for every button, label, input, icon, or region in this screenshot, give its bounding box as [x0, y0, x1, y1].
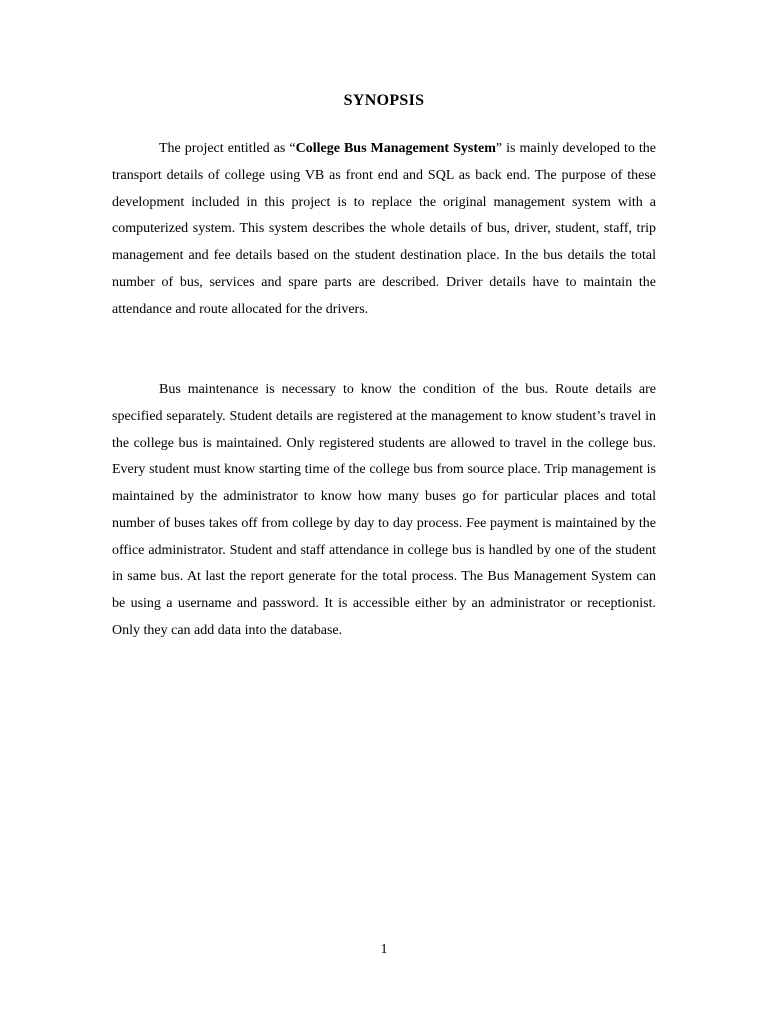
project-name: College Bus Management System — [295, 141, 496, 156]
synopsis-paragraph-2 — [112, 377, 656, 645]
page-title: SYNOPSIS — [343, 92, 425, 109]
paragraph-2-text: Bus maintenance is necessary to know the condition of the bus. Route details are specified separately. Student details are registered at the management to know student’s travel in the college bus is maintained. Only registered students are allowed to travel in the college bus. Every student must know starting time of the college bus from source place. Trip management is maintained by the administrator to know how many buses go for particular places and total number of buses takes off from college by day to day process. Fee payment is maintained by the office administrator. Student and staff attendance in college bus is handled by one of the student in same bus. At last the report generate for the total process. The Bus Management System can be using a username and password. It is accessible either by an administrator or receptionist. Only they can add data into the database. — [112, 382, 656, 638]
page-number: 1 — [380, 942, 388, 957]
synopsis-paragraph-1 — [112, 136, 656, 323]
paragraph-1-lead: The project entitled as “ — [159, 141, 296, 156]
paragraph-1-rest: ” is mainly developed to the transport details of college using VB as front end and SQL as back end. The purpose of these development included in this project is to replace the original management system with a computerized system. This system describes the whole details of bus, driver, student, staff, trip management and fee details based on the student destination place. In the bus details the total number of bus, services and spare parts are described. Driver details have to maintain the attendance and route allocated for the drivers. — [112, 141, 657, 317]
